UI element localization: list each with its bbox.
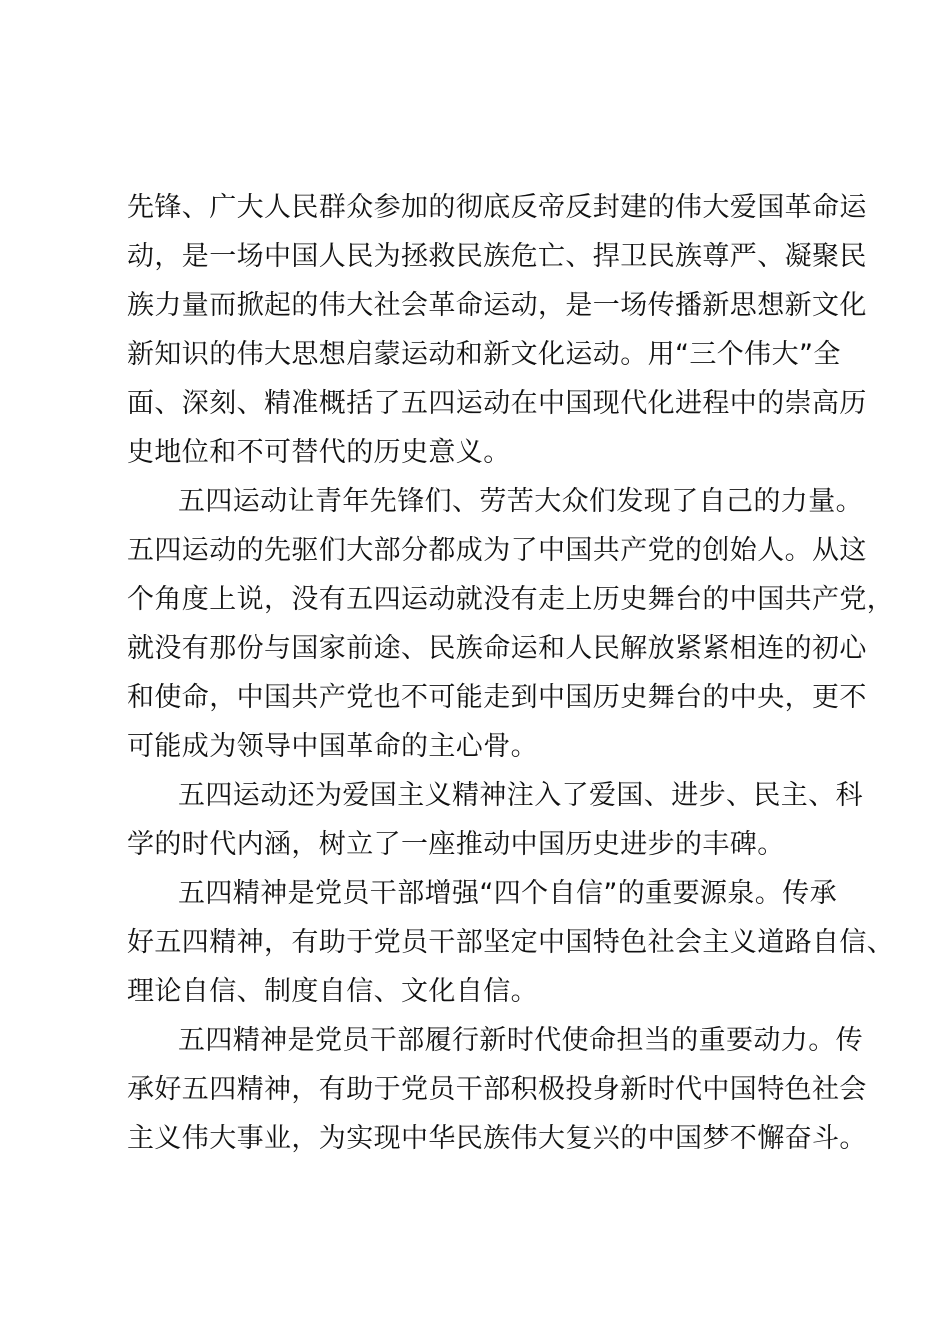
paragraph-line: 五四运动的先驱们大部分都成为了中国共产党的创始人。从这 — [127, 535, 867, 566]
paragraph-line: 面、深刻、精准概括了五四运动在中国现代化进程中的崇高历 — [127, 388, 867, 419]
paragraph-line: 主义伟大事业，为实现中华民族伟大复兴的中国梦不懈奋斗。 — [127, 1123, 867, 1154]
paragraph-2 — [127, 477, 895, 771]
document-body — [127, 183, 895, 1163]
paragraph-line: 个角度上说，没有五四运动就没有走上历史舞台的中国共产党， — [127, 584, 895, 615]
paragraph-line: 动，是一场中国人民为拯救民族危亡、捍卫民族尊严、凝聚民 — [127, 241, 867, 272]
paragraph-3 — [127, 771, 863, 869]
paragraph-5 — [127, 1016, 867, 1163]
paragraph-4 — [127, 869, 895, 1016]
paragraph-1 — [127, 183, 867, 477]
paragraph-line: 族力量而掀起的伟大社会革命运动，是一场传播新思想新文化 — [127, 290, 867, 321]
paragraph-line: 承好五四精神，有助于党员干部积极投身新时代中国特色社会 — [127, 1074, 867, 1105]
paragraph-line: 可能成为领导中国革命的主心骨。 — [127, 731, 538, 762]
paragraph-line: 史地位和不可替代的历史意义。 — [127, 437, 511, 468]
paragraph-line: 好五四精神，有助于党员干部坚定中国特色社会主义道路自信、 — [127, 927, 895, 958]
paragraph-line: 五四运动让青年先锋们、劳苦大众们发现了自己的力量。 — [178, 486, 863, 517]
paragraph-line: 五四运动还为爱国主义精神注入了爱国、进步、民主、科 — [178, 780, 863, 811]
paragraph-line: 五四精神是党员干部履行新时代使命担当的重要动力。传 — [178, 1025, 863, 1056]
paragraph-line: 学的时代内涵，树立了一座推动中国历史进步的丰碑。 — [127, 829, 785, 860]
paragraph-line: 五四精神是党员干部增强“四个自信”的重要源泉。传承 — [178, 878, 837, 909]
paragraph-line: 理论自信、制度自信、文化自信。 — [127, 976, 538, 1007]
paragraph-line: 新知识的伟大思想启蒙运动和新文化运动。用“三个伟大”全 — [127, 339, 841, 370]
paragraph-line: 先锋、广大人民群众参加的彻底反帝反封建的伟大爱国革命运 — [127, 192, 867, 223]
paragraph-line: 就没有那份与国家前途、民族命运和人民解放紧紧相连的初心 — [127, 633, 867, 664]
paragraph-line: 和使命，中国共产党也不可能走到中国历史舞台的中央，更不 — [127, 682, 867, 713]
